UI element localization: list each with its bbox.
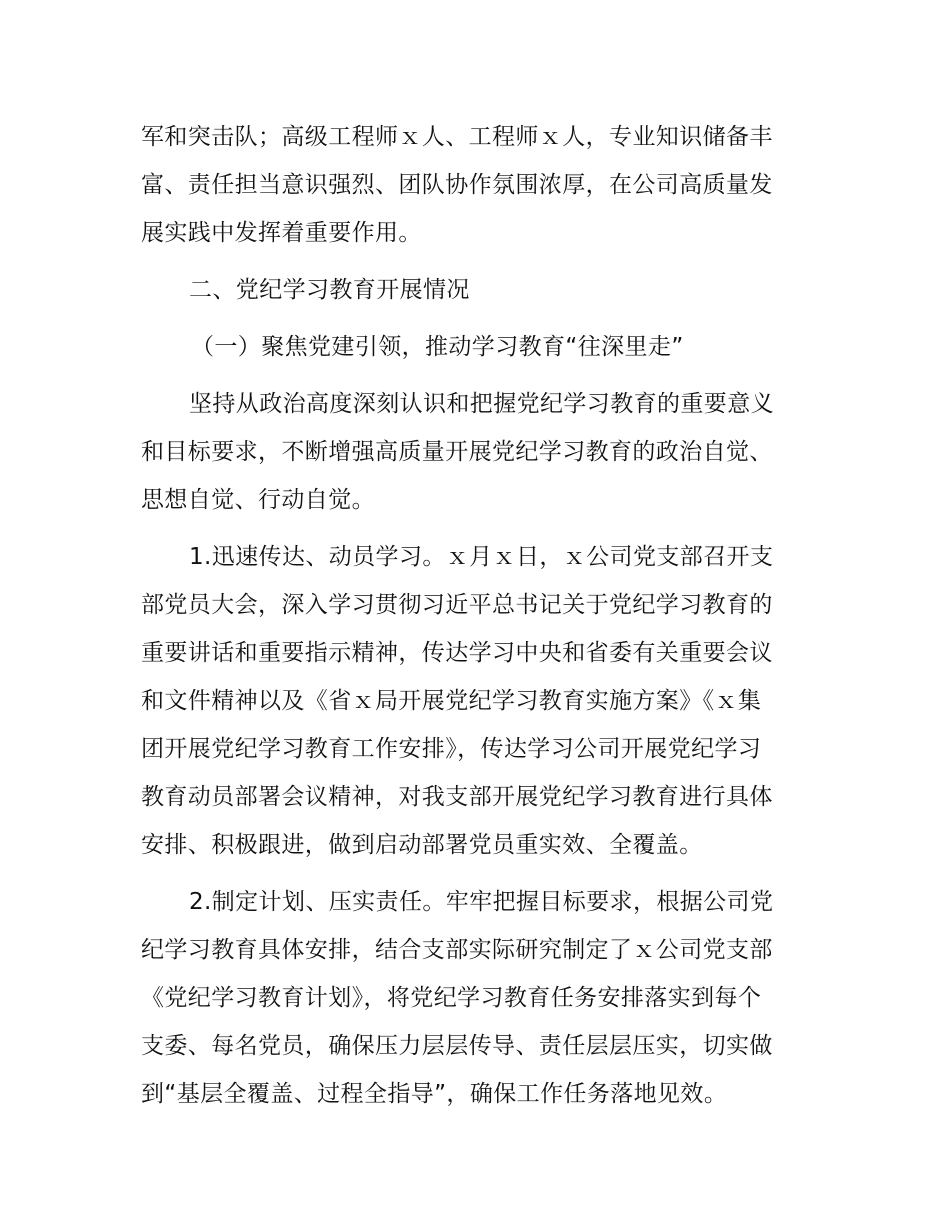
text-line: 思想自觉、行动自觉。 [141,487,375,513]
paragraph-item-2 [141,878,813,1118]
text-line: 展实践中发挥着重要作用。 [141,220,422,246]
text-line: 部党员大会，深入学习贯彻习近平总书记关于党纪学习教育的 [141,592,773,618]
text-line: 和文件精神以及《省ｘ局开展党纪学习教育实施方案》《ｘ集 [141,688,762,714]
text-line: 重要讲话和重要指示精神，传达学习中央和省委有关重要会议 [141,640,773,666]
text-line: 教育动员部署会议精神，对我支部开展党纪学习教育进行具体 [141,784,773,810]
text-line: 富、责任担当意识强烈、团队协作氛围浓厚，在公司高质量发 [141,172,773,198]
text-line: 支委、每名党员，确保压力层层传导、责任层层压实，切实做 [141,1033,773,1059]
text-line: 团开展党纪学习教育工作安排》，传达学习公司开展党纪学习 [141,736,762,762]
paragraph-political-awareness [141,380,813,524]
paragraph-item-1 [141,533,813,869]
text-line: 2.制定计划、压实责任。牢牢把握目标要求，根据公司党 [189,889,774,915]
text-line: 坚持从政治高度深刻认识和把握党纪学习教育的重要意义 [189,391,774,417]
text-line: 和目标要求，不断增强高质量开展党纪学习教育的政治自觉、 [141,439,773,465]
section-heading: 二、党纪学习教育开展情况 [189,277,470,303]
document-body [141,113,813,1118]
text-line: 到“基层全覆盖、过程全指导”，确保工作任务落地见效。 [141,1081,728,1107]
paragraph-team-intro [141,113,813,257]
text-line: 纪学习教育具体安排，结合支部实际研究制定了ｘ公司党支部 [141,937,773,963]
subsection-heading: （一）聚焦党建引领，推动学习教育“往深里走” [191,334,684,360]
text-line: 军和突击队；高级工程师ｘ人、工程师ｘ人，专业知识储备丰 [141,124,773,150]
text-line: 1.迅速传达、动员学习。ｘ月ｘ日，ｘ公司党支部召开支 [189,544,774,570]
text-line: 《党纪学习教育计划》，将党纪学习教育任务安排落实到每个 [141,985,762,1011]
text-line: 安排、积极跟进，做到启动部署党员重实效、全覆盖。 [141,832,703,858]
